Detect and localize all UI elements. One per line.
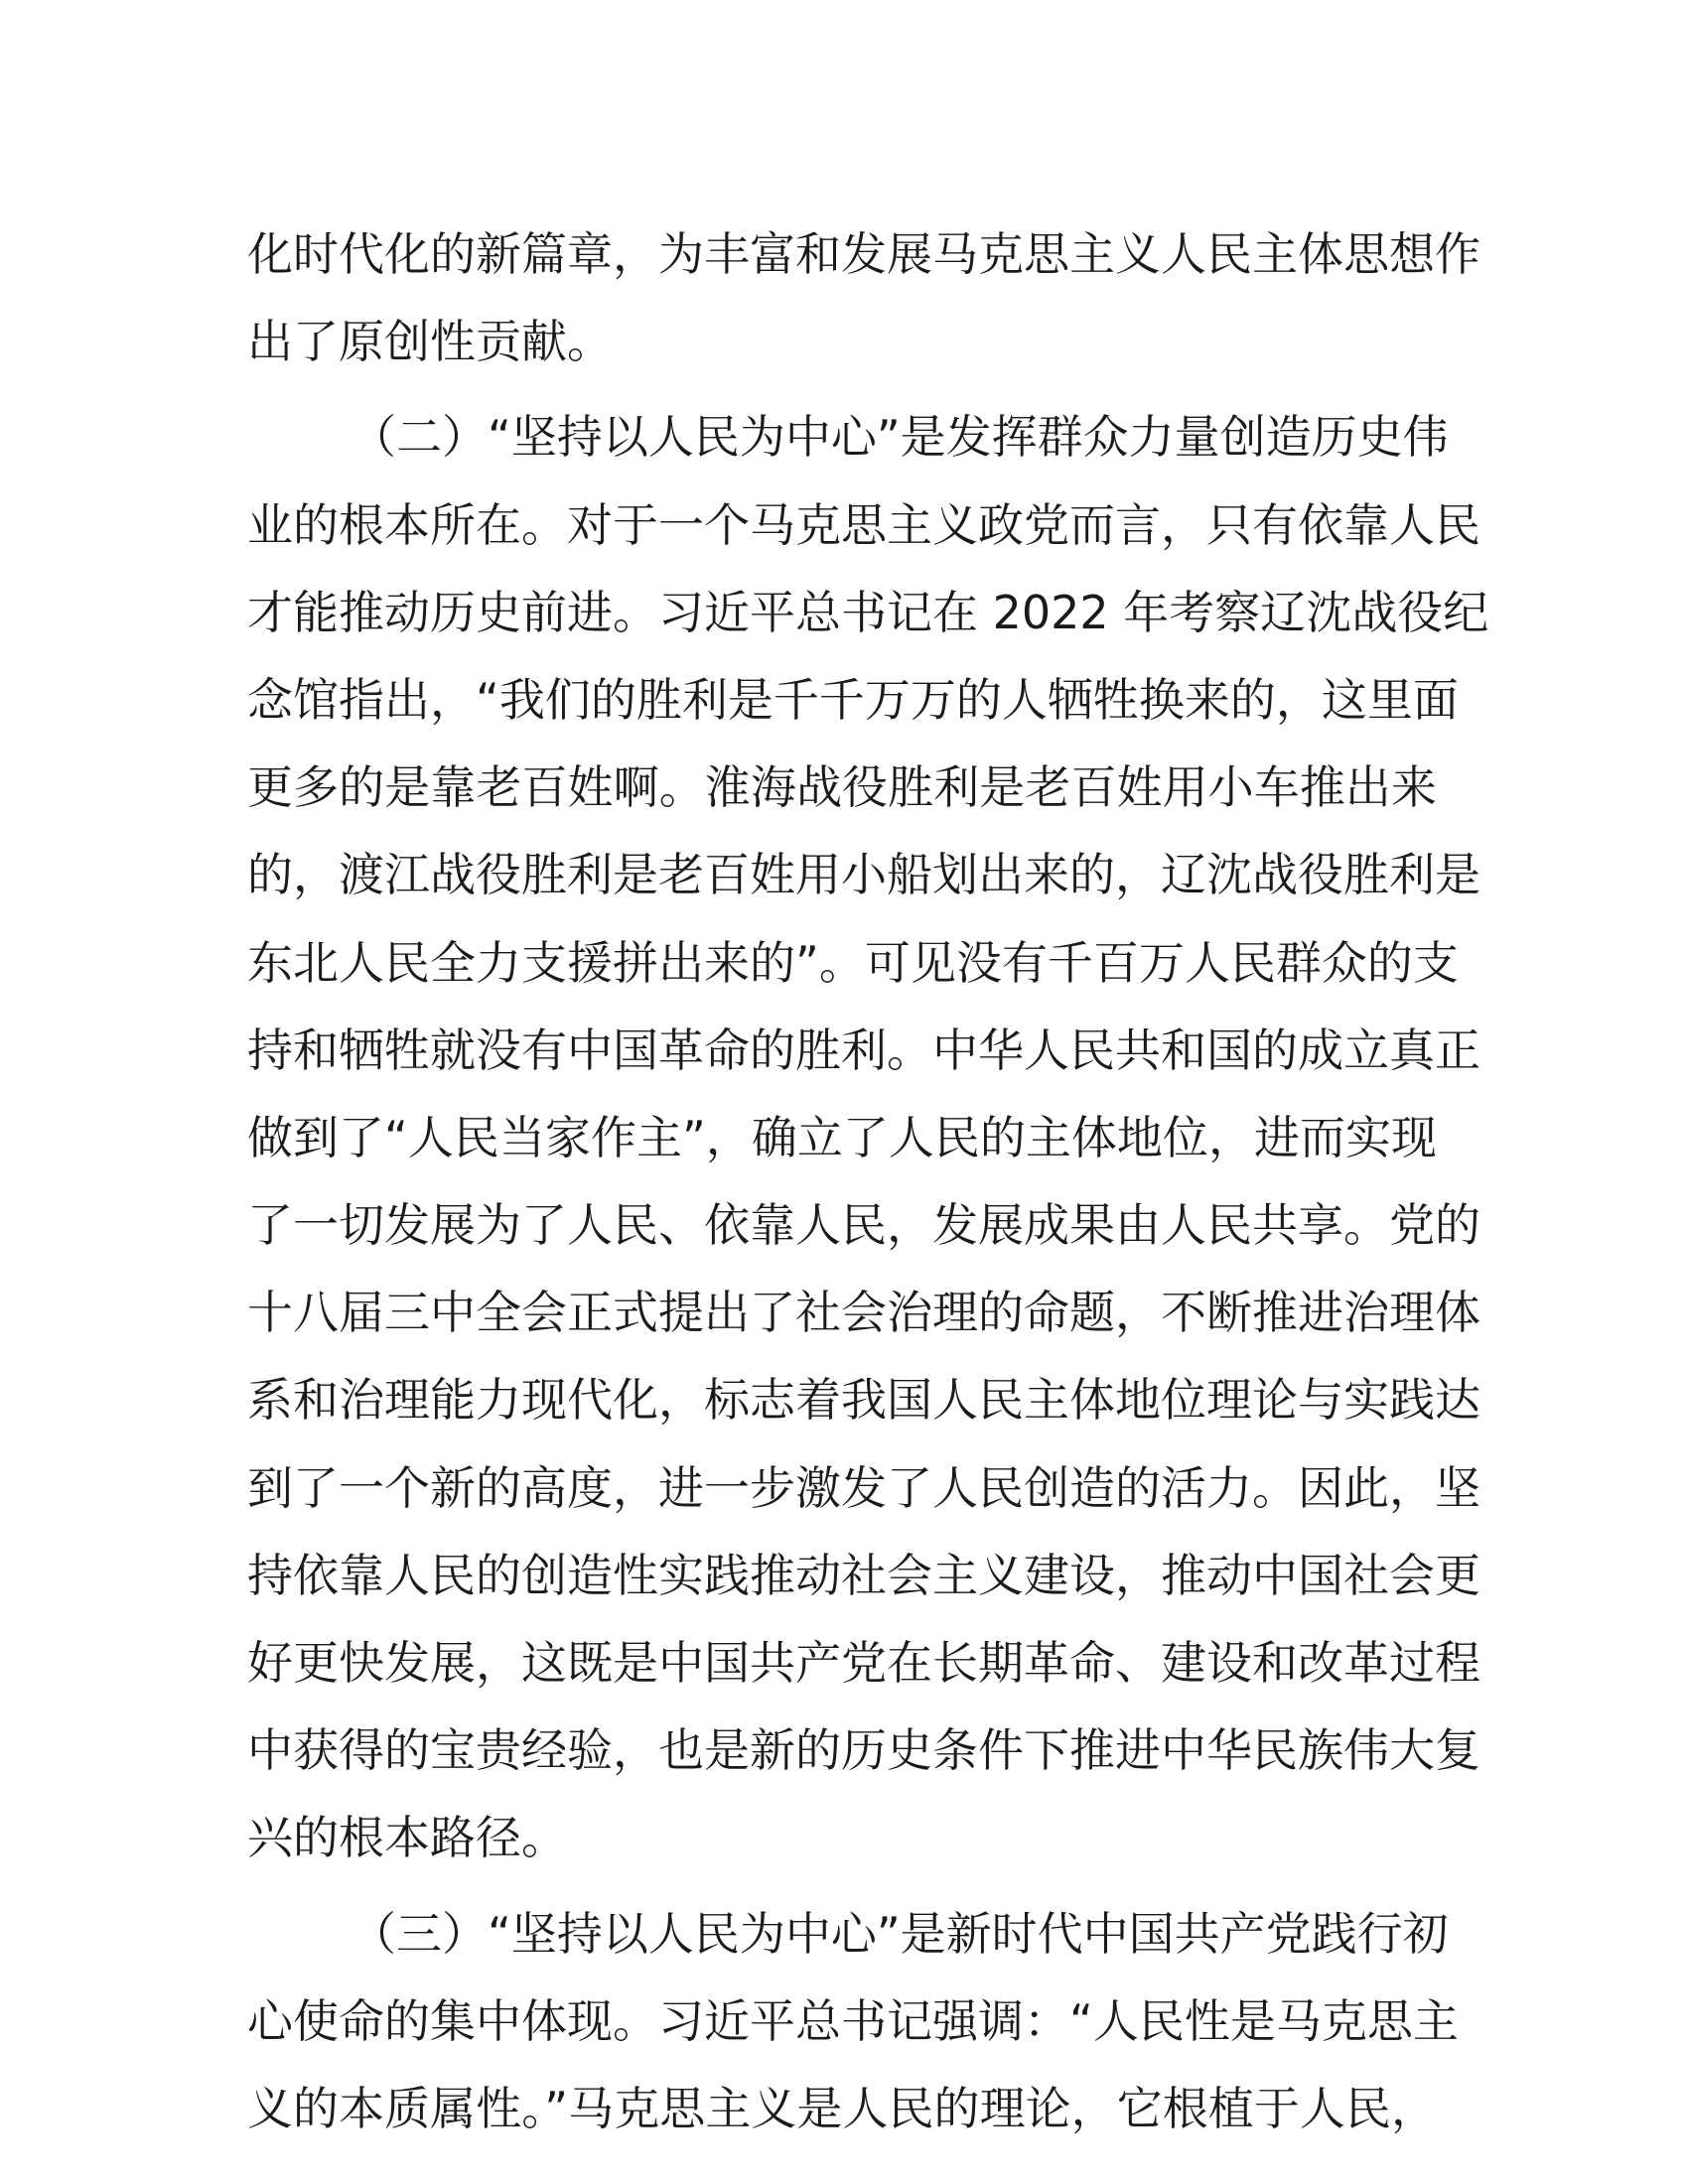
text-line: 更多的是靠老百姓啊。淮海战役胜利是老百姓用小车推出来 <box>247 760 1437 815</box>
text-line: 到了一个新的高度，进一步激发了人民创造的活力。因此，坚 <box>247 1460 1480 1515</box>
text-line: 兴的根本路径。 <box>247 1811 567 1865</box>
text-line: 的，渡江战役胜利是老百姓用小船划出来的，辽沈战役胜利是 <box>247 848 1480 902</box>
text-line: 义的本质属性。”马克思主义是人民的理论，它根植于人民， <box>247 2081 1437 2135</box>
paragraph-section-3 <box>247 1890 1459 2153</box>
text-line: 十八届三中全会正式提出了社会治理的命题，不断推进治理体 <box>247 1286 1480 1340</box>
text-line: 东北人民全力支援拼出来的”。可见没有千百万人民群众的支 <box>247 935 1459 990</box>
text-line: 念馆指出，“我们的胜利是千千万万的人牺牲换来的，这里面 <box>247 672 1459 727</box>
paragraph-section-2 <box>247 393 1489 1881</box>
text-line: 了一切发展为了人民、依靠人民，发展成果由人民共享。党的 <box>247 1198 1480 1253</box>
text-line: 持和牺牲就没有中国革命的胜利。中华人民共和国的成立真正 <box>247 1023 1480 1077</box>
text-line: 业的根本所在。对于一个马克思主义政党而言，只有依靠人民 <box>247 497 1480 552</box>
text-line: 做到了“人民当家作主”，确立了人民的主体地位，进而实现 <box>247 1110 1437 1164</box>
section-heading-line: （二）“坚持以人民为中心”是发挥群众力量创造历史伟 <box>351 410 1449 465</box>
text-line: 持依靠人民的创造性实践推动社会主义建设，推动中国社会更 <box>247 1548 1480 1602</box>
text-line: 中获得的宝贵经验，也是新的历史条件下推进中华民族伟大复 <box>247 1723 1480 1778</box>
text-line: 好更快发展，这既是中国共产党在长期革命、建设和改革过程 <box>247 1636 1480 1690</box>
text-line: 才能推动历史前进。习近平总书记在 2022 年考察辽沈战役纪 <box>247 585 1489 639</box>
paragraph-continuation <box>247 210 1480 385</box>
section-heading-line: （三）“坚持以人民为中心”是新时代中国共产党践行初 <box>351 1906 1449 1961</box>
text-line: 心使命的集中体现。习近平总书记强调：“人民性是马克思主 <box>247 1993 1459 2048</box>
text-line: 出了原创性贡献。 <box>247 315 613 369</box>
text-line: 化时代化的新篇章，为丰富和发展马克思主义人民主体思想作 <box>247 227 1480 281</box>
text-line: 系和治理能力现代化，标志着我国人民主体地位理论与实践达 <box>247 1373 1480 1428</box>
document-body <box>247 210 1489 2152</box>
